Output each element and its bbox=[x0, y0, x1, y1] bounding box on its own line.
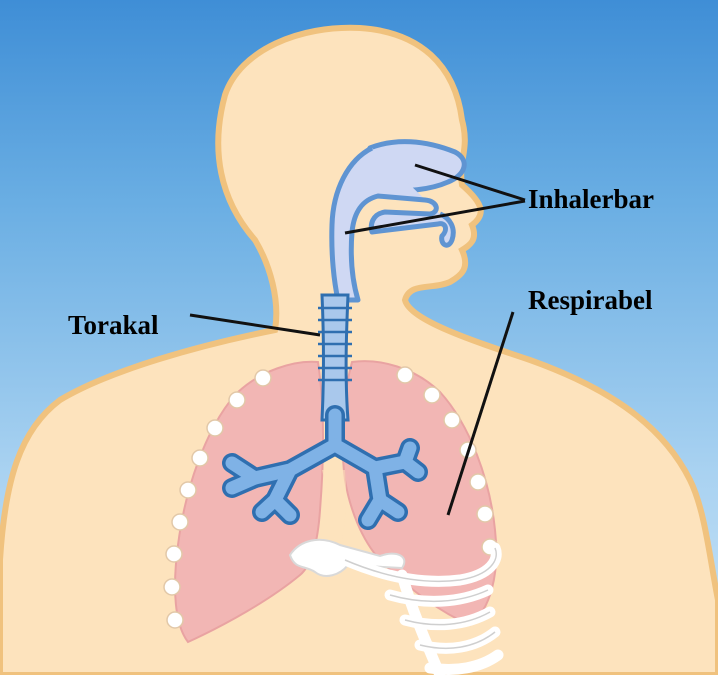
label-inhalerbar: Inhalerbar bbox=[528, 184, 655, 214]
trachea-rings bbox=[318, 308, 352, 380]
label-respirabel: Respirabel bbox=[528, 285, 653, 315]
label-torakal: Torakal bbox=[68, 310, 159, 340]
trachea bbox=[322, 295, 348, 420]
body-silhouette bbox=[0, 28, 718, 675]
